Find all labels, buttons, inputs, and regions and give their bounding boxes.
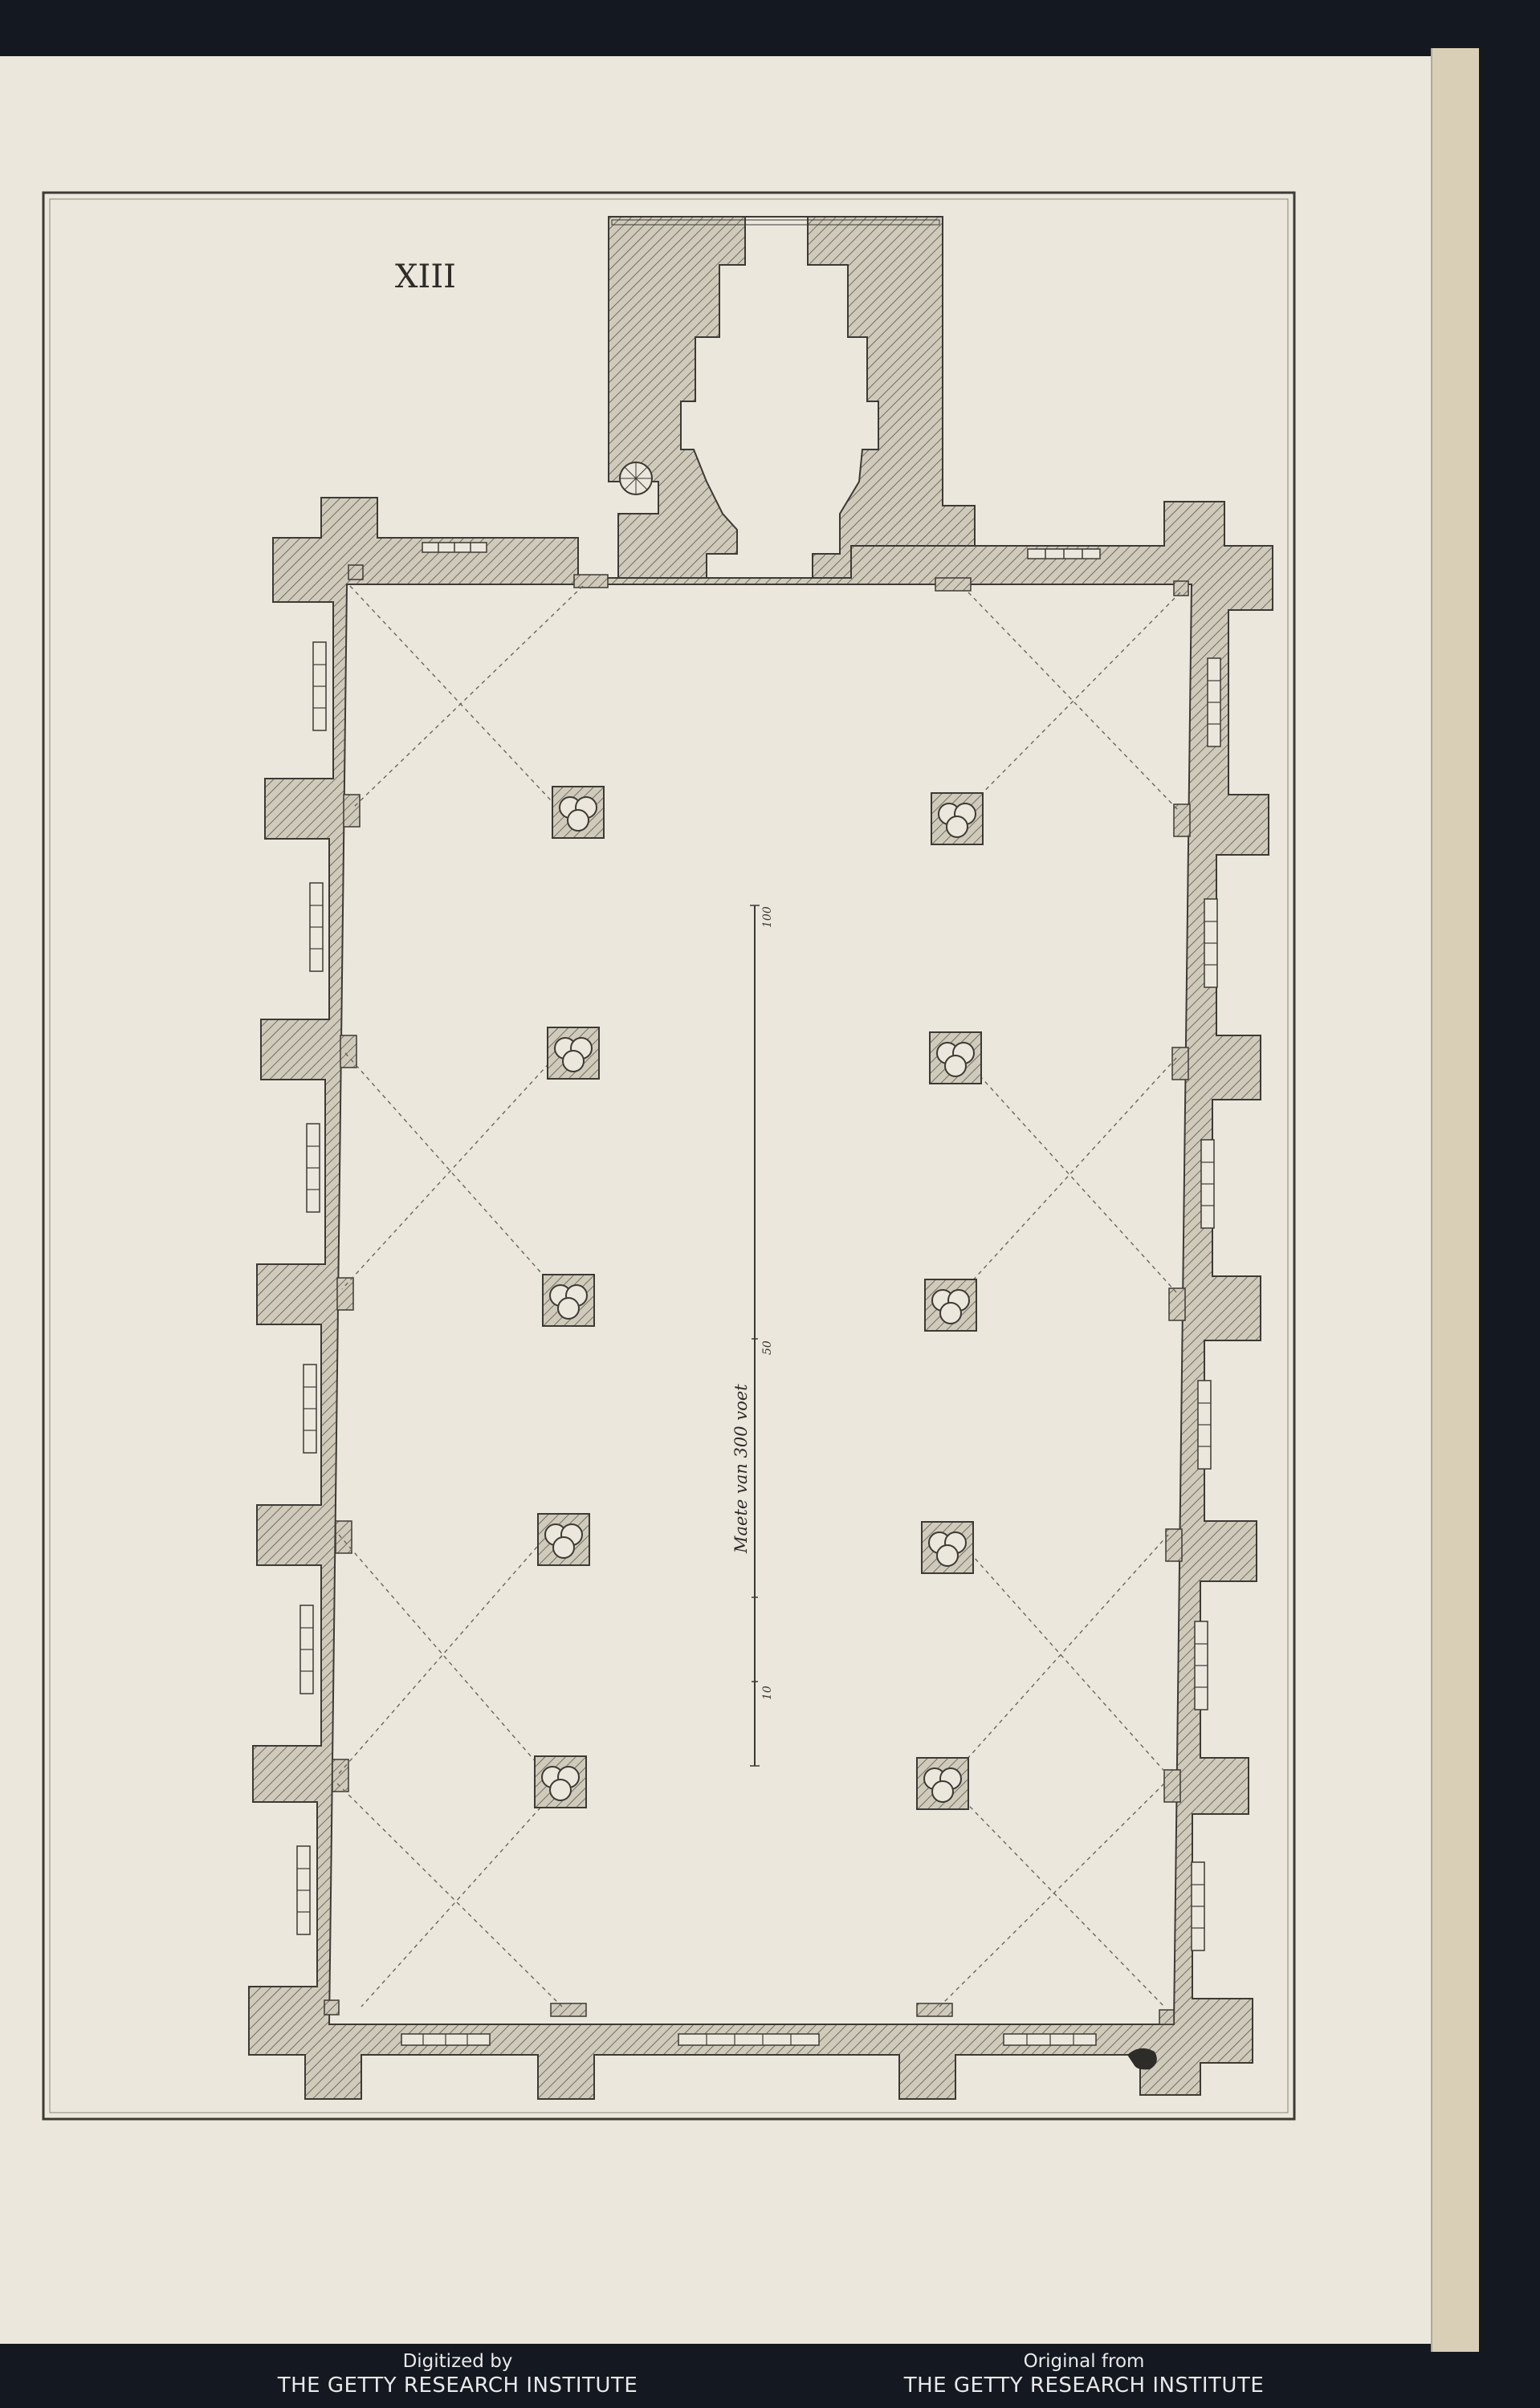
footer-left-line1: Digitized by (402, 2351, 513, 2372)
nave-piers (535, 787, 983, 1809)
scale-tick-100: 100 (761, 906, 774, 928)
scale-tick-50: 50 (761, 1340, 774, 1355)
footer-original-from (875, 2350, 1293, 2398)
scale-tick-10: 10 (761, 1686, 774, 1700)
scale-bar (731, 905, 774, 1766)
footer-right-line1: Original from (1023, 2351, 1145, 2372)
vault-lines (337, 586, 1180, 2007)
outer-walls (249, 498, 1273, 2099)
footer-left-line2: THE GETTY RESEARCH INSTITUTE (277, 2373, 638, 2398)
wall-responds (324, 565, 1190, 2024)
scale-label: Maete van 300 voet (731, 1384, 751, 1553)
footer-right-line2: THE GETTY RESEARCH INSTITUTE (903, 2373, 1265, 2398)
footer-digitized-by (249, 2350, 666, 2398)
plate-number: XIII (395, 258, 456, 295)
wall-windows (297, 543, 1220, 2045)
choir-apse (609, 217, 975, 578)
